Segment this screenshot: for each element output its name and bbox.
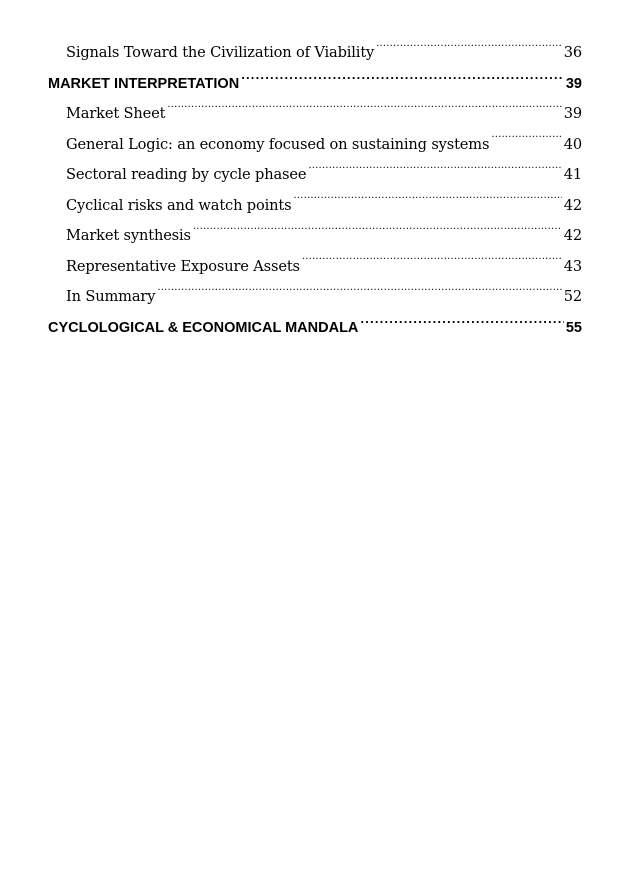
toc-dot-leader — [308, 164, 561, 179]
toc-entry-cyclological-economical-mandala[interactable] — [48, 313, 582, 344]
toc-entry-market-synthesis[interactable] — [48, 221, 582, 252]
toc-dot-leader — [193, 225, 562, 240]
toc-entry-title: Market Sheet — [66, 105, 166, 122]
toc-entry-title: MARKET INTERPRETATION — [48, 75, 240, 92]
toc-page-number: 43 — [563, 257, 582, 275]
toc-page-number: 52 — [563, 288, 582, 305]
toc-page-number: 42 — [563, 227, 582, 244]
toc-entry-in-summary[interactable] — [48, 282, 582, 313]
toc-dot-leader — [360, 317, 563, 332]
toc-dot-leader — [302, 256, 562, 271]
toc-entry-representative-exposure-assets[interactable] — [48, 252, 582, 283]
toc-entry-signals-toward-civilization[interactable] — [48, 38, 582, 69]
toc-page-number: 39 — [563, 105, 582, 122]
toc-dot-leader — [293, 195, 561, 210]
toc-dot-leader — [157, 286, 561, 301]
toc-dot-leader — [167, 103, 561, 118]
toc-entry-title: CYCLOLOGICAL & ECONOMICAL MANDALA — [48, 319, 359, 336]
toc-entry-title: In Summary — [66, 288, 156, 305]
toc-dot-leader — [376, 42, 562, 57]
toc-entry-title: Market synthesis — [66, 227, 191, 244]
toc-entry-market-interpretation[interactable] — [48, 69, 582, 100]
toc-entry-cyclical-risks[interactable] — [48, 191, 582, 222]
toc-page-number: 36 — [563, 44, 582, 61]
toc-entry-sectoral-reading[interactable] — [48, 160, 582, 191]
toc-page-number: 55 — [565, 319, 582, 336]
toc-dot-leader — [241, 73, 564, 88]
toc-entry-title: Sectoral reading by cycle phasee — [66, 166, 307, 183]
toc-entry-general-logic[interactable] — [48, 130, 582, 161]
table-of-contents — [48, 38, 582, 343]
toc-dot-leader — [491, 134, 561, 149]
toc-page-number: 39 — [565, 75, 582, 92]
toc-entry-market-sheet[interactable] — [48, 99, 582, 130]
toc-entry-title: Cyclical risks and watch points — [66, 196, 292, 214]
toc-page-number: 42 — [563, 196, 582, 214]
toc-page-number: 40 — [563, 135, 582, 153]
toc-page-number: 41 — [563, 166, 582, 183]
toc-entry-title: Representative Exposure Assets — [66, 257, 300, 275]
toc-entry-title: General Logic: an economy focused on sustaining systems — [66, 135, 490, 153]
toc-entry-title: Signals Toward the Civilization of Viability — [66, 44, 375, 61]
